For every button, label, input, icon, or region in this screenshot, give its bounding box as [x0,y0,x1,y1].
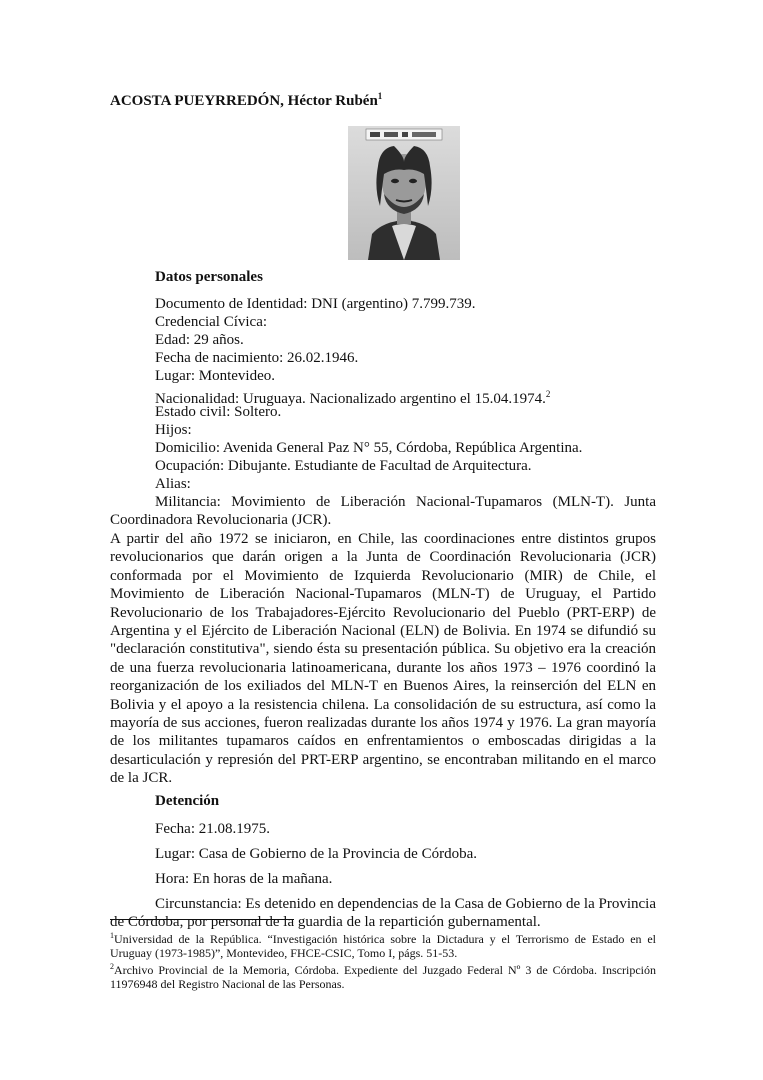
section-heading-detencion: Detención [155,793,220,809]
footnote-ref-1[interactable]: 1 [377,91,383,101]
field-documento: Documento de Identidad: DNI (argentino) 7.799.739. [155,296,476,312]
footnote-ref-2[interactable]: 2 [545,389,551,399]
footnote-2 [110,960,656,991]
field-domicilio: Domicilio: Avenida General Paz N° 55, Córdoba, República Argentina. [155,440,583,456]
field-edad: Edad: 29 años. [155,332,244,348]
nacionalidad-text: Nacionalidad: Uruguaya. Nacionalizado argentino el 15.04.1974. [155,391,546,407]
field-ocupacion: Ocupación: Dibujante. Estudiante de Facultad de Arquitectura. [155,458,532,474]
footnote-divider [110,919,294,920]
page-title [110,91,382,110]
militancia-text: Militancia: Movimiento de Liberación Nacional-Tupamaros (MLN-T). Junta Coordinadora Revolucionaria (JCR). [110,494,656,529]
footnote-1-number: 1 [110,931,114,940]
field-fecha-nacimiento: Fecha de nacimiento: 26.02.1946. [155,350,359,366]
section-heading-datos: Datos personales [155,269,263,285]
field-detencion-hora: Hora: En horas de la mañana. [155,871,333,887]
footnote-2-text: Archivo Provincial de la Memoria, Córdoba. Expediente del Juzgado Federal Nº 3 de Córdoba. Inscripción 11976948 del Registro Nacional de las Personas. [110,963,656,991]
footnote-2-number: 2 [110,962,114,971]
field-credencial: Credencial Cívica: [155,314,268,330]
portrait-photo [348,126,460,260]
field-estado-civil: Estado civil: Soltero. [155,404,282,420]
field-detencion-circunstancia [110,875,656,931]
footnote-1-text: Universidad de la República. “Investigación histórica sobre la Dictadura y el Terrorismo de Estado en el Uruguay (1973-1985)”, Montevideo, FHCE-CSIC, Tomo I, págs. 51-53. [110,932,656,960]
field-detencion-lugar: Lugar: Casa de Gobierno de la Provincia de Córdoba. [155,846,477,862]
field-militancia [110,493,656,530]
circunstancia-text: Circunstancia: Es detenido en dependencias de la Casa de Gobierno de la Provincia de Córdoba, por personal de la guardia de la repartición gubernamental. [110,896,656,930]
field-detencion-fecha: Fecha: 21.08.1975. [155,821,270,837]
field-hijos: Hijos: [155,422,192,438]
footnote-1 [110,929,656,960]
field-lugar: Lugar: Montevideo. [155,368,275,384]
field-alias: Alias: [155,476,191,492]
jcr-paragraph: A partir del año 1972 se iniciaron, en Chile, las coordinaciones entre distintos grupos revolucionarios que darán origen a la Junta de Coordinación Revolucionaria (JCR) conformada por el Movimiento de Izquierda Revolucionario (MIR) de Chile, el Movimiento de Liberación Nacional-Tupamaros (MLN-T) de Uruguay, el Partido Revolucionario de los Trabajadores-Ejército Revolucionario del Pueblo (PRT-ERP) de Argentina y el Ejército de Liberación Nacional (ELN) de Bolivia. En 1974 se difundió su "declaración constitutiva", siendo ésta su presentación pública. Su objetivo era la creación de una fuerza revolucionaria latinoamericana, durante los años 1973 – 1976 coordinó la reorganización de los exiliados del MLN-T en Buenos Aires, la reinserción del ELN en Bolivia y el apoyo a la resistencia chilena. La consolidación de su estructura, así como la mayoría de sus acciones, fueron realizadas durante los años 1974 y 1976. La gran mayoría de los militantes tupamaros caídos en enfrentamientos o emboscadas dirigidas a la desarticulación y represión del PRT-ERP argentino, se encontraban militando en el marco de la JCR. [110,531,656,787]
title-text: ACOSTA PUEYRREDÓN, Héctor Rubén [110,93,378,109]
